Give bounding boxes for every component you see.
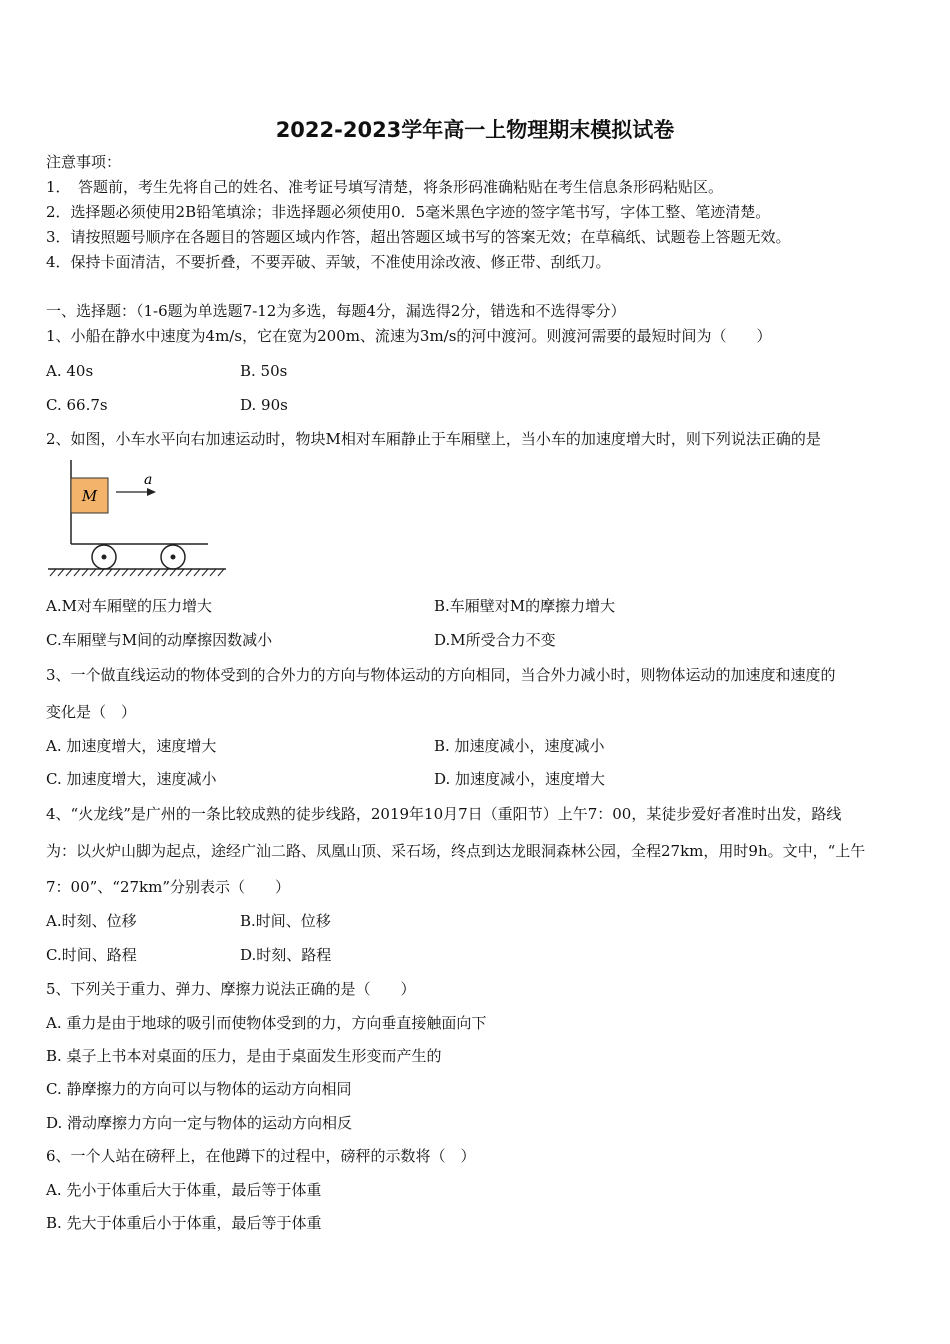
q4-option-c: C.时间、路程 <box>46 946 137 964</box>
q2-option-b: B.车厢壁对M的摩擦力增大 <box>434 597 616 615</box>
q3-option-d: D. 加速度减小，速度增大 <box>434 770 606 788</box>
q1-stem: 1、小船在静水中速度为4m/s，它在宽为200m、流速为3m/s的河中渡河。则渡河需要的最短时间为（ ） <box>46 327 772 345</box>
arrow-label: a <box>144 472 153 488</box>
q5-option-c: C. 静摩擦力的方向可以与物体的运动方向相同 <box>46 1080 352 1098</box>
q3-stem-line1: 3、一个做直线运动的物体受到的合外力的方向与物体运动的方向相同，当合外力减小时，则物体运动的加速度和速度的 <box>46 666 836 684</box>
notice-item: 1． 答题前，考生先将自己的姓名、准考证号填写清楚，将条形码准确粘贴在考生信息条形码粘贴区。 <box>46 178 724 196</box>
ground-hatching <box>50 569 224 576</box>
q1-option-b: B. 50s <box>240 362 288 380</box>
q4-stem-line2: 为：以火炉山脚为起点，途经广汕二路、凤凰山顶、采石场，终点到达龙眼洞森林公园，全程27km，用时9h。文中，“上午 <box>46 842 866 860</box>
q2-stem: 2、如图，小车水平向右加速运动时，物块M相对车厢静止于车厢壁上，当小车的加速度增大时，则下列说法正确的是 <box>46 430 821 448</box>
q4-stem-line3: 7：00”、“27km”分别表示（ ） <box>46 878 291 896</box>
axle-right <box>171 555 176 560</box>
q1-option-c: C. 66.7s <box>46 396 108 414</box>
q5-option-a: A. 重力是由于地球的吸引而使物体受到的力，方向垂直接触面向下 <box>46 1014 487 1032</box>
arrow-head <box>147 488 156 496</box>
notice-item: 4．保持卡面清洁，不要折叠，不要弄破、弄皱，不准使用涂改液、修正带、刮纸刀。 <box>46 253 611 271</box>
q2-option-a: A.M对车厢壁的压力增大 <box>46 597 212 615</box>
notice-item: 3．请按照题号顺序在各题目的答题区域内作答，超出答题区域书写的答案无效；在草稿纸、试题卷上答题无效。 <box>46 228 791 246</box>
q5-option-b: B. 桌子上书本对桌面的压力，是由于桌面发生形变而产生的 <box>46 1047 442 1065</box>
q5-option-d: D. 滑动摩擦力方向一定与物体的运动方向相反 <box>46 1114 353 1132</box>
q6-option-b: B. 先大于体重后小于体重，最后等于体重 <box>46 1214 322 1232</box>
q3-option-a: A. 加速度增大，速度增大 <box>46 737 217 755</box>
q6-stem: 6、一个人站在磅秤上，在他蹲下的过程中，磅秤的示数将（ ） <box>46 1147 476 1165</box>
cart-figure <box>46 456 228 580</box>
q1-option-d: D. 90s <box>240 396 288 414</box>
q2-option-d: D.M所受合力不变 <box>434 631 556 649</box>
q3-stem-line2: 变化是（ ） <box>46 703 137 721</box>
q3-option-b: B. 加速度减小，速度减小 <box>434 737 605 755</box>
block-label: M <box>81 487 98 505</box>
exam-title: 2022-2023学年高一上物理期末模拟试卷 <box>275 118 675 142</box>
q4-stem-line1: 4、“火龙线”是广州的一条比较成熟的徒步线路，2019年10月7日（重阳节）上午7：00，某徒步爱好者准时出发，路线 <box>46 805 842 823</box>
q5-stem: 5、下列关于重力、弹力、摩擦力说法正确的是（ ） <box>46 980 416 998</box>
q3-option-c: C. 加速度增大，速度减小 <box>46 770 217 788</box>
q6-option-a: A. 先小于体重后大于体重，最后等于体重 <box>46 1181 322 1199</box>
q4-option-a: A.时刻、位移 <box>46 912 137 930</box>
notice-heading: 注意事项： <box>46 153 122 171</box>
q1-option-a: A. 40s <box>46 362 94 380</box>
q4-option-b: B.时间、位移 <box>240 912 331 930</box>
q4-option-d: D.时刻、路程 <box>240 946 332 964</box>
section-heading: 一、选择题：（1-6题为单选题7-12为多选，每题4分，漏选得2分，错选和不选得零分） <box>46 302 626 320</box>
axle-left <box>102 555 107 560</box>
q2-option-c: C.车厢壁与M间的动摩擦因数减小 <box>46 631 273 649</box>
notice-item: 2．选择题必须使用2B铅笔填涂；非选择题必须使用0．5毫米黑色字迹的签字笔书写，字体工整、笔迹清楚。 <box>46 203 771 221</box>
